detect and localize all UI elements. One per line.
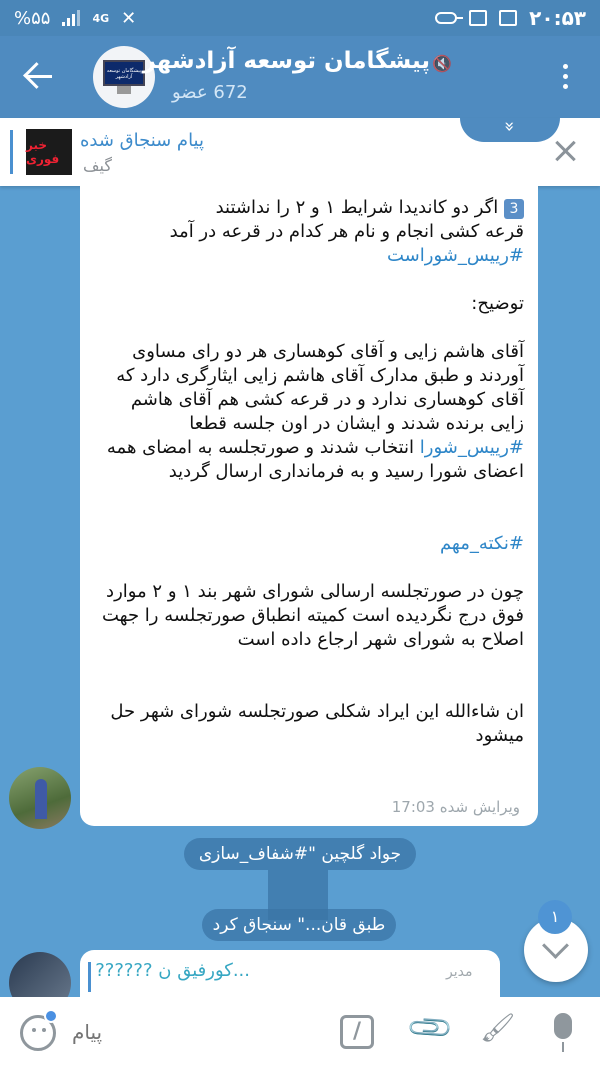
pinned-title: پیام سنجاق شده (79, 130, 204, 151)
message-meta (80, 798, 520, 816)
paperclip-icon[interactable]: 📎 (405, 1002, 457, 1055)
edited-label: ویرایش شده (439, 798, 520, 816)
reply-accent-line (88, 962, 91, 992)
pin-accent-line (10, 130, 13, 174)
brush-icon[interactable]: 🖌 (480, 1011, 516, 1044)
chat-header (0, 36, 600, 118)
message-paragraph-1: 3 اگر دو کاندیدا شرایط ۱ و ۲ را نداشتند قرعه کشی انجام و نام هر کدام در قرعه در آمد #رییس_شوراست (169, 197, 524, 266)
collapse-pinned-icon[interactable] (460, 118, 560, 142)
service-message[interactable]: جواد گلچین "#شفاف_سازی (184, 838, 416, 870)
message-paragraph-3: آقای هاشم زایی و آقای کوهساری هر دو رای مساوی آوردند و طبق مدارک آقای هاشم زایی ایثارگری دارد که آقای کوهساری ندارد و در قرعه کشی هم آقای هاشم زایی برنده شدند و ایشان در اون جلسه قطعا #رییس_شورا انتخاب شدند و صورتجلسه به امضای همه اعضای شورا رسید و به فرمانداری ارسال گردید (101, 341, 524, 482)
bot-command-icon[interactable]: / (340, 1015, 374, 1049)
message-input-bar (0, 997, 600, 1067)
service-message[interactable]: طبق قان..." سنجاق کرد (202, 909, 396, 941)
more-menu-icon[interactable] (560, 64, 570, 94)
chat-title[interactable]: پیشگامان توسعه آزادشهر (142, 48, 430, 74)
message-input[interactable] (72, 1015, 302, 1049)
mute-icon: ✕ (121, 7, 137, 29)
message-bubble[interactable] (80, 186, 538, 826)
microphone-icon[interactable] (554, 1013, 572, 1039)
message-paragraph-2: توضیح: (471, 293, 524, 314)
pinned-thumbnail: خبر فوری (26, 129, 72, 175)
clock: ۲۰:۵۳ (529, 6, 586, 30)
notification-dot (44, 1009, 58, 1023)
muted-speaker-icon: 🔇 (432, 54, 452, 73)
pinned-subtitle: گیف (82, 156, 112, 175)
hashtag-link[interactable]: #رییس_شوراست (387, 245, 524, 266)
message-paragraph-5: چون در صورتجلسه ارسالی شورای شهر بند ۱ و ۲ موارد فوق درج نگردیده است کمیته انطباق صورتجلسه را جهت اصلاح به شورای شهر ارجاع داده است (96, 581, 524, 650)
sender-name[interactable]: ?????? کورفیق ن... (95, 960, 250, 981)
message-paragraph-6: ان شاءالله این ایراد شکلی صورتجلسه شورای شهر حل میشود (104, 701, 524, 746)
member-count: 672 عضو (172, 82, 248, 103)
back-arrow-icon[interactable] (22, 58, 60, 96)
key-icon (435, 12, 457, 24)
monitor-stand-icon (117, 86, 131, 94)
signal-icon (62, 10, 80, 26)
battery-level: %۵۵ (14, 7, 51, 29)
hashtag-link[interactable]: #نکته_مهم (439, 533, 524, 554)
message-time: 17:03 (391, 798, 435, 816)
message-paragraph-4 (94, 532, 524, 556)
status-bar (0, 0, 600, 36)
hashtag-link[interactable]: #رییس_شورا (419, 437, 524, 458)
image-icon (469, 10, 487, 26)
avatar-label: پیشگامان توسعه آزادشهر (103, 60, 145, 86)
unread-count-badge: ١ (538, 900, 572, 934)
close-pinned-icon[interactable] (552, 138, 578, 164)
sender-avatar[interactable] (9, 767, 71, 829)
keycap-number-icon: 3 (504, 199, 524, 219)
gallery-icon (499, 10, 517, 26)
network-type: 4G (92, 11, 110, 25)
admin-badge: مدیر (446, 964, 473, 980)
